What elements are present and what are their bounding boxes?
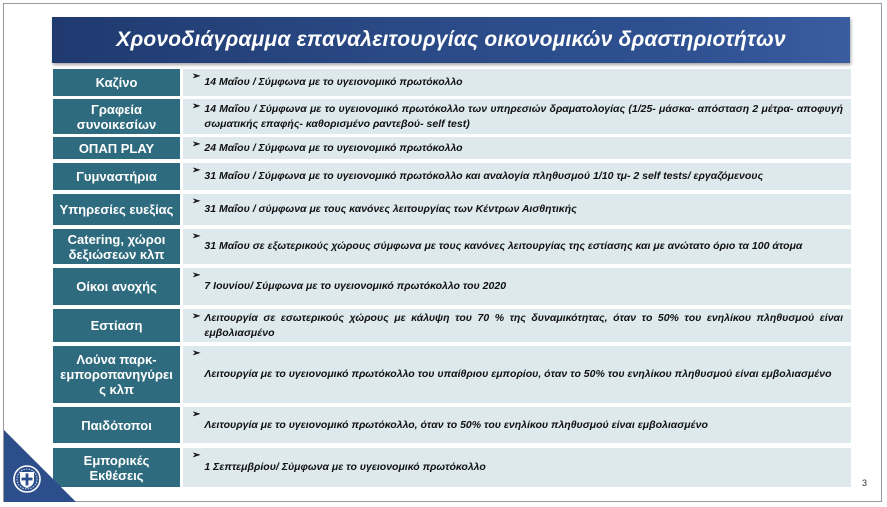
table-row (53, 194, 851, 225)
row-content (183, 194, 851, 225)
table-row (53, 99, 851, 134)
arrowhead-bullet-icon: ➢ (192, 139, 201, 150)
table-row (53, 69, 851, 96)
row-text: 14 Μαΐου / Σύμφωνα με το υγειονομικό πρωτόκολλο των υπηρεσιών δραματολογίας (1/25- μάσκα- απόσταση 2 μέτρα- αποφυγή σωματικής επαφής- καθορισμένο ραντεβού- self test) (204, 102, 843, 130)
row-label: Εμπορικές Εκθέσεις (53, 448, 180, 487)
arrowhead-bullet-icon: ➢ (192, 71, 201, 82)
row-label: Γραφεία συνοικεσίων (53, 99, 180, 134)
arrowhead-bullet-icon: ➢ (192, 409, 201, 420)
page-title: Χρονοδιάγραμμα επαναλειτουργίας οικονομικών δραστηριοτήτων (116, 28, 786, 51)
row-label: Γυμναστήρια (53, 163, 180, 190)
arrowhead-bullet-icon: ➢ (192, 348, 201, 359)
row-content (183, 407, 851, 443)
row-text: 24 Μαΐου / Σύμφωνα με το υγειονομικό πρωτόκολλο (204, 141, 463, 154)
table-row (53, 309, 851, 342)
row-text: 31 Μαΐου σε εξωτερικούς χώρους σύμφωνα με τους κανόνες λειτουργίας της εστίασης και με ανώτατο όριο τα 100 άτομα (204, 240, 803, 252)
arrowhead-bullet-icon: ➢ (192, 165, 201, 176)
arrowhead-bullet-icon: ➢ (192, 270, 201, 281)
row-label: Παιδότοποι (53, 407, 180, 443)
row-label: Λούνα παρκ- εμποροπανηγύρει ς κλπ (53, 346, 180, 403)
row-text: 1 Σεπτεμβρίου/ Σύμφωνα με το υγειονομικό πρωτόκολλο (204, 461, 486, 473)
row-label: Catering, χώροι δεξιώσεων κλπ (53, 229, 180, 264)
row-content (183, 309, 851, 342)
row-text: 14 Μαΐου / Σύμφωνα με το υγειονομικό πρωτόκολλο (204, 76, 463, 88)
row-label: Καζίνο (53, 69, 180, 96)
row-text: 31 Μαΐου / Σύμφωνα με το υγειονομικό πρωτόκολλο και αναλογία πληθυσμού 1/10 τμ- 2 self tests/ εργαζόμενους (204, 170, 764, 182)
title-banner (52, 17, 850, 63)
row-text: 7 Ιουνίου/ Σύμφωνα με το υγειονομικό πρωτόκολλο του 2020 (204, 280, 507, 292)
row-text: 31 Μαΐου / σύμφωνα με τους κανόνες λειτουργίας των Κέντρων Αισθητικής (204, 203, 577, 215)
arrowhead-bullet-icon: ➢ (192, 101, 201, 112)
row-content (183, 99, 851, 134)
table-row (53, 137, 851, 159)
greek-state-emblem-icon (11, 463, 43, 495)
page-number: 3 (862, 478, 868, 488)
row-content (183, 163, 851, 190)
table-row (53, 407, 851, 443)
row-content (183, 229, 851, 264)
table-row (53, 268, 851, 305)
row-content (183, 69, 851, 96)
row-text: Λειτουργία με το υγειονομικό πρωτόκολλο του υπαίθριου εμπορίου, όταν το 50% του ενηλίκου πληθυσμού είναι εμβολιασμένο (204, 368, 832, 380)
table-row (53, 448, 851, 487)
row-label: Υπηρεσίες ευεξίας (53, 194, 180, 225)
table-row (53, 229, 851, 264)
table-row (53, 163, 851, 190)
arrowhead-bullet-icon: ➢ (192, 450, 201, 461)
row-content (183, 448, 851, 487)
row-content (183, 346, 851, 403)
arrowhead-bullet-icon: ➢ (192, 311, 201, 322)
row-text: Λειτουργία με το υγειονομικό πρωτόκολλο, όταν το 50% του ενηλίκου πληθυσμού είναι εμβολιασμένο (204, 418, 708, 431)
row-content (183, 137, 851, 159)
arrowhead-bullet-icon: ➢ (192, 231, 201, 242)
table-row (53, 346, 851, 403)
row-label: ΟΠΑΠ PLAY (53, 137, 180, 159)
row-label: Εστίαση (53, 309, 180, 342)
row-text: Λειτουργία σε εσωτερικούς χώρους με κάλυψη του 70 % της δυναμικότητας, όταν το 50% του ενηλίκου πληθυσμού είναι εμβολιασμένο (204, 311, 843, 339)
arrowhead-bullet-icon: ➢ (192, 196, 201, 207)
row-content (183, 268, 851, 305)
row-label: Οίκοι ανοχής (53, 268, 180, 305)
